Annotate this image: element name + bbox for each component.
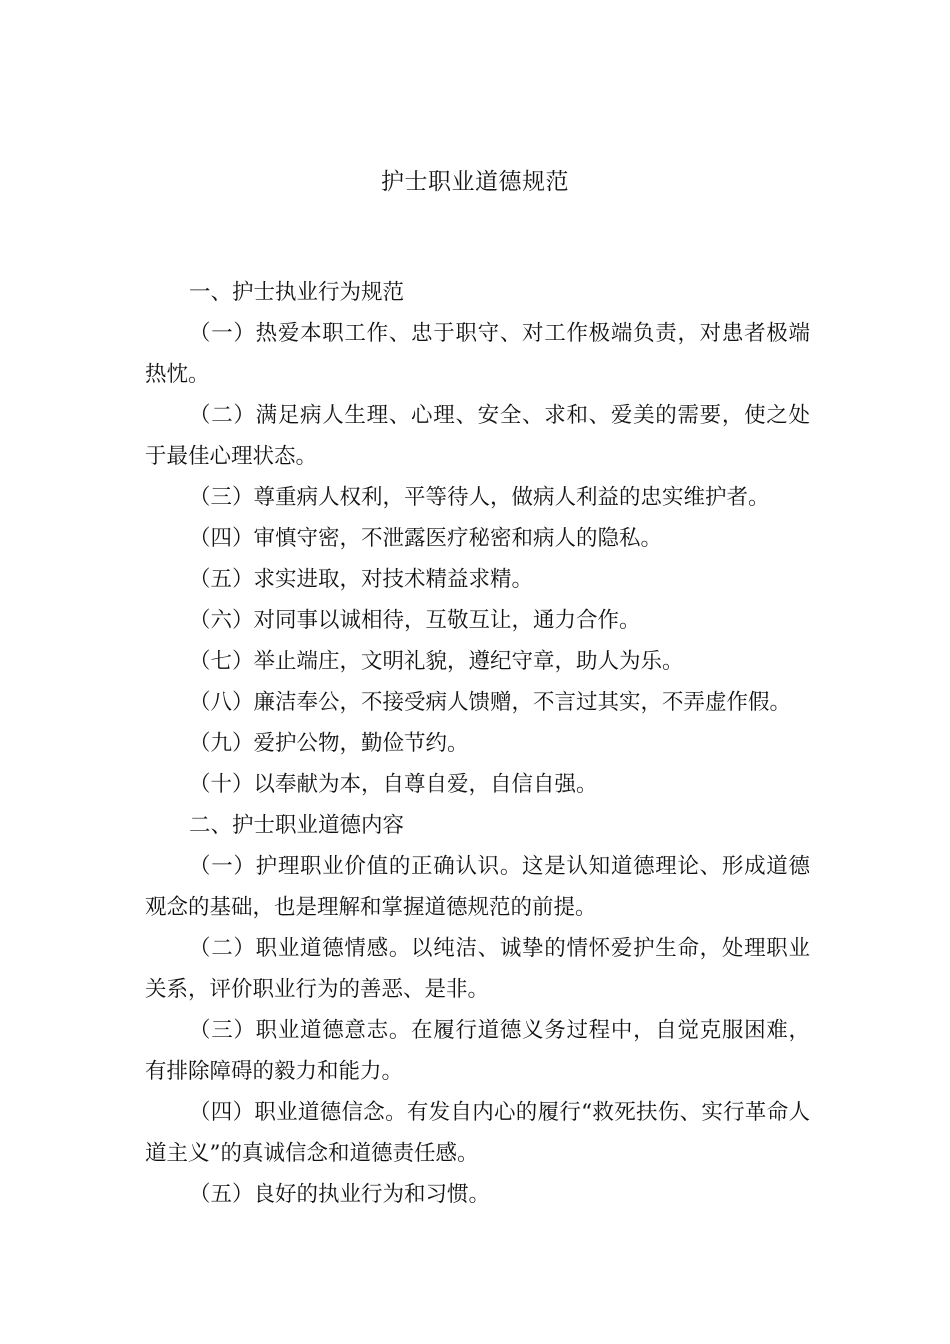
paragraph: （五）求实进取，对技术精益求精。 bbox=[189, 567, 534, 592]
paragraph: （一）护理职业价值的正确认识。这是认知道德理论、形成道德观念的基础，也是理解和掌握道德规范的前提。 bbox=[145, 854, 810, 920]
document-title: 护士职业道德规范 bbox=[381, 169, 569, 195]
paragraph: （五）良好的执业行为和习惯。 bbox=[189, 1182, 491, 1207]
paragraph: （二）职业道德情感。以纯洁、诚挚的情怀爱护生命，处理职业关系，评价职业行为的善恶、是非。 bbox=[145, 936, 810, 1002]
paragraph: （六）对同事以诚相待，互敬互让，通力合作。 bbox=[189, 608, 641, 633]
paragraph: （十）以奉献为本，自尊自爱，自信自强。 bbox=[189, 772, 598, 797]
section-heading-1: 一、护士执业行为规范 bbox=[189, 280, 405, 305]
paragraph: （九）爱护公物，勤俭节约。 bbox=[189, 731, 469, 756]
paragraph: （三）职业道德意志。在履行道德义务过程中，自觉克服困难，有排除障碍的毅力和能力。 bbox=[145, 1018, 810, 1084]
paragraph: （三）尊重病人权利，平等待人，做病人利益的忠实维护者。 bbox=[189, 485, 770, 510]
paragraph: （七）举止端庄，文明礼貌，遵纪守章，助人为乐。 bbox=[189, 649, 684, 674]
paragraph: （四）审慎守密，不泄露医疗秘密和病人的隐私。 bbox=[189, 526, 663, 551]
document-body bbox=[145, 272, 810, 1215]
paragraph: （四）职业道德信念。有发自内心的履行“救死扶伤、实行革命人道主义”的真诚信念和道德责任感。 bbox=[145, 1100, 810, 1166]
paragraph: （二）满足病人生理、心理、安全、求和、爱美的需要，使之处于最佳心理状态。 bbox=[145, 403, 810, 469]
section-heading-2: 二、护士职业道德内容 bbox=[189, 813, 405, 838]
paragraph: （一）热爱本职工作、忠于职守、对工作极端负责，对患者极端热忱。 bbox=[145, 321, 810, 387]
paragraph: （八）廉洁奉公，不接受病人馈赠，不言过其实，不弄虚作假。 bbox=[189, 690, 792, 715]
